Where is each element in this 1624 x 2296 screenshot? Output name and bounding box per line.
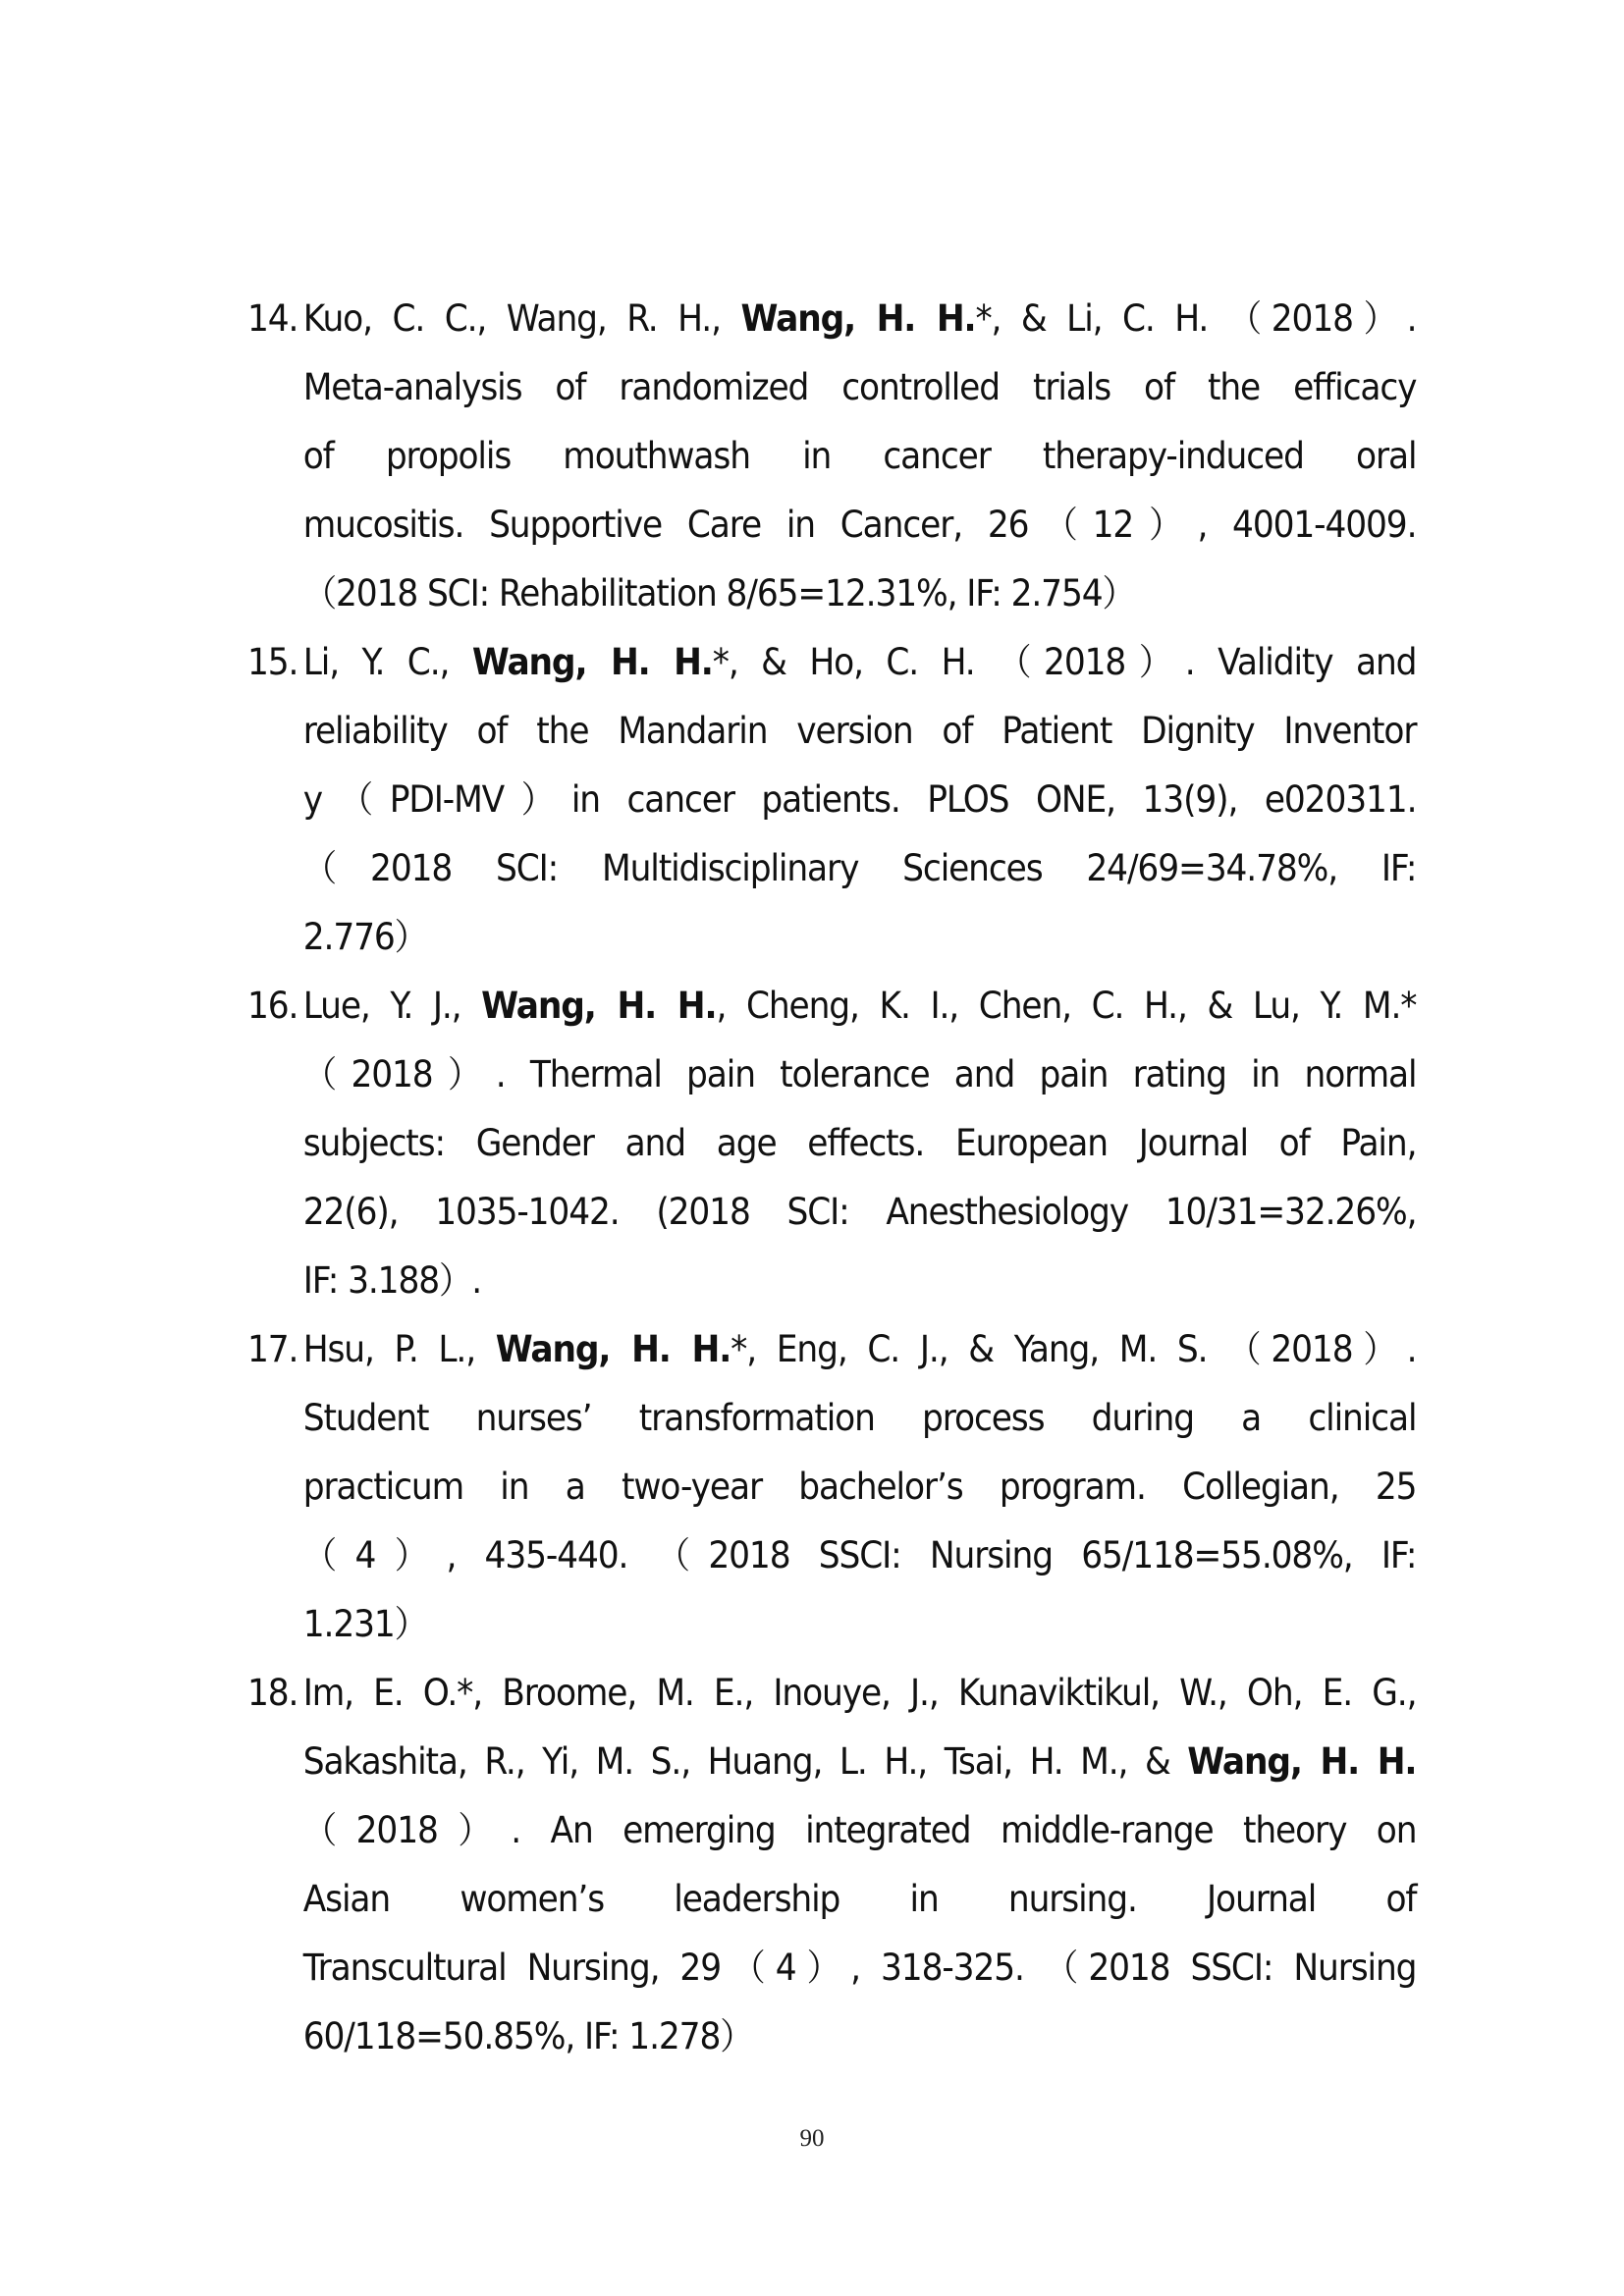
reference-text: Transcultural Nursing, 29（4）, 318-325. （2018 SSCI: Nursing (302, 1947, 1417, 1989)
reference-line (303, 1178, 1417, 1247)
reference-list (247, 285, 1416, 2071)
reference-number: 16. (247, 985, 298, 1027)
reference-line (303, 1315, 1417, 1384)
reference-text: *, Eng, C. J., & Yang, M. S. （2018）. (731, 1328, 1417, 1370)
reference-line (303, 1453, 1417, 1522)
reference-number: 17. (247, 1328, 298, 1370)
reference-line (303, 560, 1417, 628)
reference-text: mucositis. Supportive Care in Cancer, 26（12）, 4001-4009. (302, 504, 1417, 546)
reference-line (303, 1934, 1417, 2002)
reference-line (303, 1728, 1417, 1796)
reference-text: Im, E. O.*, Broome, M. E., Inouye, J., Kunaviktikul, W., Oh, E. G., (302, 1672, 1417, 1714)
author-highlight: Wang, H. H. (1187, 1740, 1417, 1783)
reference-item (247, 1315, 1416, 1659)
reference-line (303, 903, 1417, 972)
reference-item (247, 1659, 1416, 2071)
reference-number: 14. (247, 297, 298, 340)
author-highlight: Wang, H. H. (471, 641, 713, 683)
reference-line (303, 1796, 1417, 1865)
reference-line (303, 697, 1417, 766)
reference-text: （2018）. An emerging integrated middle-range theory on (302, 1809, 1417, 1851)
reference-text: （2018 SCI: Multidisciplinary Sciences 24/69=34.78%, IF: (302, 847, 1417, 889)
reference-line (303, 1041, 1417, 1109)
reference-text: 2.776） (302, 916, 427, 958)
reference-text: Hsu, P. L., (302, 1328, 496, 1370)
reference-text: 60/118=50.85%, IF: 1.278） (302, 2015, 753, 2057)
reference-line (303, 422, 1417, 491)
reference-text: *, & Ho, C. H. （2018）. Validity and (712, 641, 1417, 683)
reference-text: Meta-analysis of randomized controlled trials of the efficacy (302, 366, 1417, 408)
reference-text: 1.231） (302, 1603, 427, 1645)
reference-text: （2018 SCI: Rehabilitation 8/65=12.31%, IF: 2.754） (302, 572, 1135, 614)
reference-line (303, 491, 1417, 560)
reference-text: Sakashita, R., Yi, M. S., Huang, L. H., Tsai, H. M., & (302, 1740, 1188, 1783)
reference-line (303, 1590, 1417, 1659)
author-highlight: Wang, H. H. (495, 1328, 731, 1370)
reference-text: y（PDI-MV）in cancer patients. PLOS ONE, 13(9), e020311. (302, 778, 1417, 821)
reference-item (247, 628, 1416, 972)
reference-line (303, 972, 1417, 1041)
page-number: 90 (799, 2125, 825, 2152)
reference-text: , Cheng, K. I., Chen, C. H., & Lu, Y. M.* (716, 985, 1417, 1027)
reference-text: Lue, Y. J., (302, 985, 482, 1027)
reference-text: reliability of the Mandarin version of Patient Dignity Inventor (302, 710, 1417, 752)
reference-text: （4）, 435-440. （2018 SSCI: Nursing 65/118=55.08%, IF: (302, 1534, 1417, 1576)
reference-line (303, 1384, 1417, 1453)
reference-text: Asian women’s leadership in nursing. Journal of (302, 1878, 1417, 1920)
reference-line (303, 1522, 1417, 1590)
reference-line (303, 1109, 1417, 1178)
reference-item (247, 285, 1416, 628)
reference-line (303, 1247, 1417, 1315)
reference-number: 18. (247, 1672, 298, 1714)
reference-item (247, 972, 1416, 1315)
author-highlight: Wang, H. H. (481, 985, 717, 1027)
reference-text: Student nurses’ transformation process during a clinical (302, 1397, 1417, 1439)
reference-text: 22(6), 1035-1042. (2018 SCI: Anesthesiology 10/31=32.26%, (302, 1191, 1417, 1233)
reference-text: Kuo, C. C., Wang, R. H., (302, 297, 741, 340)
reference-text: practicum in a two-year bachelor’s program. Collegian, 25 (302, 1466, 1417, 1508)
reference-text: （2018）. Thermal pain tolerance and pain rating in normal (302, 1053, 1417, 1095)
reference-number: 15. (247, 641, 298, 683)
reference-line (303, 834, 1417, 903)
reference-text: *, & Li, C. H. （2018）. (975, 297, 1417, 340)
reference-line (303, 766, 1417, 834)
author-highlight: Wang, H. H. (740, 297, 976, 340)
reference-line (303, 1865, 1417, 1934)
reference-text: IF: 3.188）. (302, 1259, 482, 1302)
reference-line (303, 353, 1417, 422)
reference-line (303, 285, 1417, 353)
reference-text: subjects: Gender and age effects. European Journal of Pain, (302, 1122, 1417, 1164)
reference-line (303, 628, 1417, 697)
reference-text: of propolis mouthwash in cancer therapy-induced oral (302, 435, 1417, 477)
reference-text: Li, Y. C., (302, 641, 472, 683)
reference-line (303, 1659, 1417, 1728)
reference-line (303, 2002, 1417, 2071)
